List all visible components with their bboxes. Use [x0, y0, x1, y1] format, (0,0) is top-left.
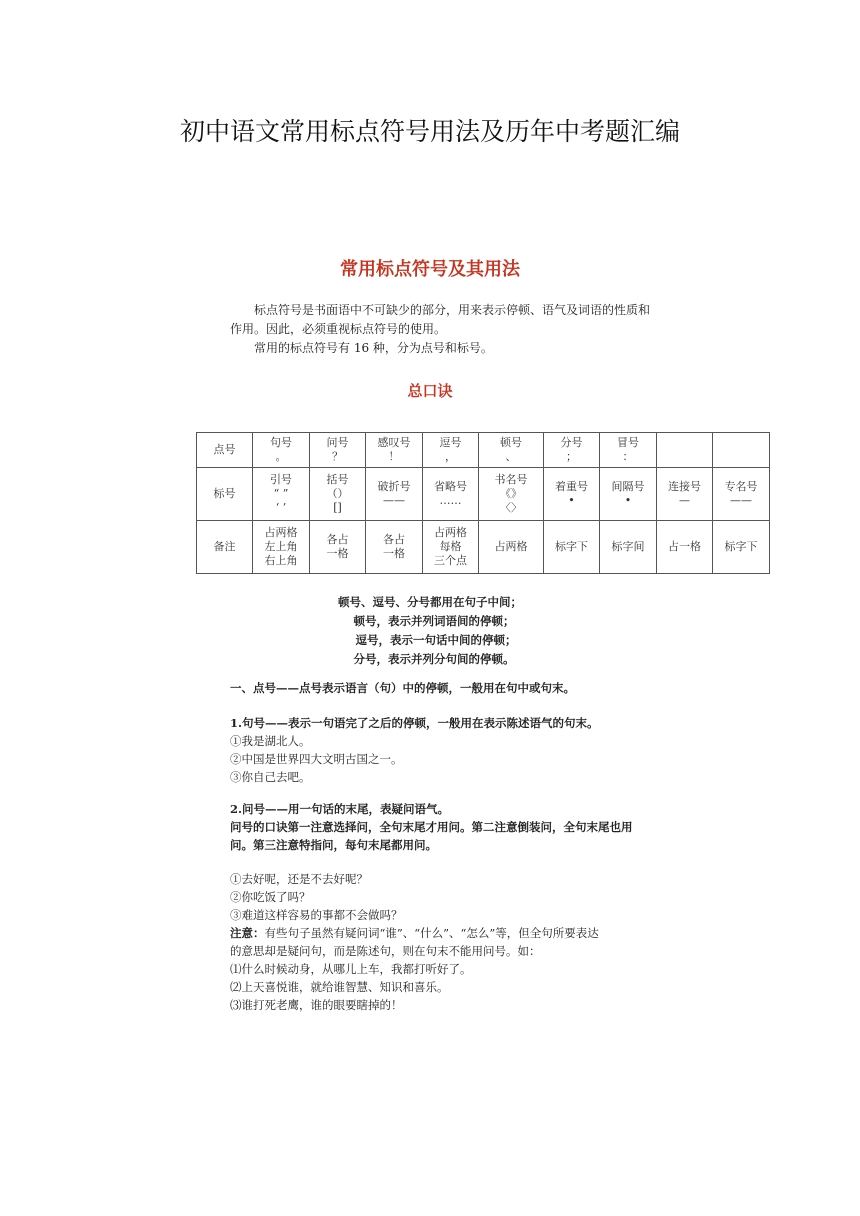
section-heading: 一、点号——点号表示语言（句）中的停顿，一般用在句中或句末。 [230, 681, 575, 695]
section-title: 常用标点符号及其用法 [340, 259, 520, 280]
punctuation-table [196, 432, 770, 574]
table-cell: 引号 “ ” ‘ ’ [253, 468, 310, 521]
table-cell: 连接号 — [657, 468, 713, 521]
example-line: ②你吃饭了吗？ [230, 890, 311, 904]
example-line: ①去好呢，还是不去好呢？ [230, 872, 368, 886]
item-question-mark [230, 800, 700, 854]
table-cell: 各占 一格 [366, 521, 423, 574]
table-cell: 占两格 [479, 521, 544, 574]
document-title: 初中语文常用标点符号用法及历年中考题汇编 [179, 117, 680, 146]
note-label: 注意： [230, 926, 265, 940]
table-cell: 各占 一格 [310, 521, 366, 574]
intro-line: 常用的标点符号有 16 种，分为点号和标号。 [254, 341, 493, 355]
table-cell: 逗号 ， [423, 433, 479, 468]
table-row [197, 468, 770, 521]
note-line [230, 924, 700, 942]
table-row [197, 433, 770, 468]
intro-line: 作用。因此，必须重视标点符号的使用。 [230, 322, 447, 336]
table-cell: 顿号 、 [479, 433, 544, 468]
row-header: 备注 [197, 521, 253, 574]
mnemonic-title: 总口诀 [407, 382, 453, 400]
table-cell: 标字间 [600, 521, 657, 574]
example-line: ⑵上天喜悦谁，就给谁智慧、知识和喜乐。 [230, 980, 449, 994]
table-cell: 冒号 ： [600, 433, 657, 468]
item-heading: 2.问号——用一句话的末尾，表疑问语气。 [230, 802, 450, 816]
section-one [230, 679, 700, 697]
mnemonic-summary [0, 593, 860, 669]
table-cell: 感叹号 ！ [366, 433, 423, 468]
table-cell: 破折号 —— [366, 468, 423, 521]
note-line: 的意思却是疑问句，而是陈述句，则在句末不能用问号。如： [230, 944, 541, 958]
row-header: 标号 [197, 468, 253, 521]
example-line: ①我是湖北人。 [230, 734, 311, 748]
table-cell: 书名号 《》 〈〉 [479, 468, 544, 521]
summary-line: 顿号、逗号、分号都用在句子中间； [338, 595, 522, 609]
summary-line: 逗号，表示一句话中间的停顿； [343, 633, 517, 647]
note-text: 有些句子虽然有疑问词“谁”、“什么”、“怎么”等，但全句所要表达 [264, 926, 599, 940]
table-cell: 标字下 [544, 521, 600, 574]
example-line: ⑴什么时候动身，从哪儿上车，我都打听好了。 [230, 962, 472, 976]
table-cell: 省略号 …… [423, 468, 479, 521]
table-cell: 句号 。 [253, 433, 310, 468]
mnemonic-line: 问。第三注意特指问，每句末尾都用问。 [230, 838, 437, 852]
table-cell [713, 433, 770, 468]
table-cell: 专名号 —— [713, 468, 770, 521]
table-cell: 间隔号 • [600, 468, 657, 521]
table-cell: 占两格 每格 三个点 [423, 521, 479, 574]
example-line: ③你自己去吧。 [230, 770, 311, 784]
summary-line: 顿号，表示并列词语间的停顿； [345, 614, 515, 628]
summary-line: 分号，表示并列分句间的停顿。 [345, 652, 515, 666]
table-cell: 着重号 • [544, 468, 600, 521]
row-header: 点号 [197, 433, 253, 468]
mnemonic-line: 问号的口诀第一注意选择问，全句末尾才用问。第二注意倒装问，全句末尾也用 [230, 820, 633, 834]
table-cell: 标字下 [713, 521, 770, 574]
table-row [197, 521, 770, 574]
intro-paragraph [230, 301, 700, 358]
table-cell: 占两格 左上角 右上角 [253, 521, 310, 574]
table-cell: 分号 ； [544, 433, 600, 468]
intro-line: 标点符号是书面语中不可缺少的部分，用来表示停顿、语气及词语的性质和 [254, 303, 651, 317]
table-cell: 括号 （） [] [310, 468, 366, 521]
example-line: ③难道这样容易的事都不会做吗？ [230, 908, 403, 922]
example-line: ②中国是世界四大文明古国之一。 [230, 752, 403, 766]
example-line: ⑶谁打死老鹰，谁的眼要瞎掉的！ [230, 998, 403, 1012]
table-cell: 问号 ？ [310, 433, 366, 468]
item-heading: 1.句号——表示一句语完了之后的停顿，一般用在表示陈述语气的句末。 [230, 716, 599, 730]
table-cell: 占一格 [657, 521, 713, 574]
table-cell [657, 433, 713, 468]
question-examples [230, 870, 700, 1014]
item-period [230, 714, 700, 786]
